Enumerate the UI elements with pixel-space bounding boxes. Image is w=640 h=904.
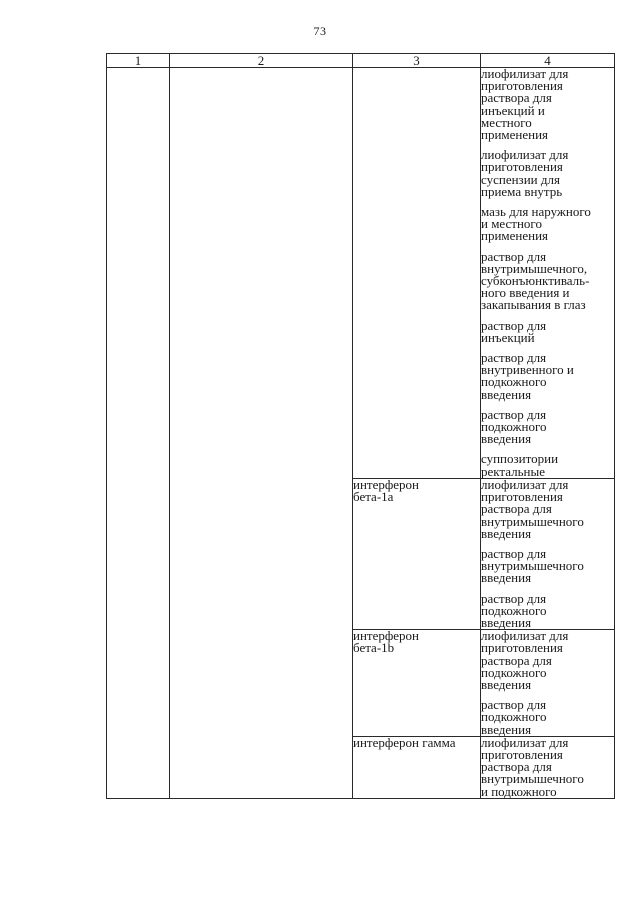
dosage-form-line: местного	[481, 114, 532, 130]
dosage-form-line: приготовления	[481, 159, 563, 175]
dosage-form-line: применения	[481, 127, 549, 143]
column-header-3: 3	[353, 54, 481, 68]
dosage-form-line: раствора для	[481, 759, 552, 775]
drug-name-line: бета-1a	[353, 489, 394, 505]
dosage-form-line: внутривенного и	[481, 362, 574, 378]
dosage-form-line: введения	[481, 431, 532, 447]
drug-name-cell	[353, 68, 481, 479]
dosage-form-line: введения	[481, 525, 532, 541]
dosage-form-line: внутримышечного	[481, 771, 584, 787]
dosage-form-item	[481, 699, 614, 736]
dosage-form-item	[481, 453, 614, 477]
dosage-form-line: инъекций и	[481, 102, 545, 118]
drug-name-cell	[353, 478, 481, 629]
dosage-form-line: лиофилизат для	[481, 476, 569, 492]
drug-name-line: бета-1b	[353, 640, 395, 656]
dosage-forms-cell	[481, 478, 615, 629]
dosage-form-line: ректальные	[481, 463, 546, 479]
dosage-form-line: приема внутрь	[481, 183, 563, 199]
dosage-form-line: раствор для	[481, 350, 547, 366]
dosage-form-item	[481, 149, 614, 198]
dosage-form-line: субконъюнктиваль-	[481, 273, 590, 289]
dosage-form-line: введения	[481, 570, 532, 586]
drug-name-line: интерферон гамма	[353, 734, 456, 750]
table-body	[107, 68, 615, 799]
dosage-forms-cell	[481, 68, 615, 479]
dosage-form-line: раствор для	[481, 317, 547, 333]
dosage-form-item	[481, 352, 614, 401]
dosage-form-item	[481, 206, 614, 243]
dosage-form-item	[481, 68, 614, 141]
dosage-form-line: приготовления	[481, 746, 563, 762]
drug-name-line: интерферон	[353, 628, 420, 644]
dosage-form-line: закапывания в глаз	[481, 297, 586, 313]
dosage-form-item	[481, 406, 614, 447]
dosage-form-item	[481, 317, 614, 345]
dosage-form-line: введения	[481, 614, 532, 630]
drug-name-line: интерферон	[353, 476, 420, 492]
drug-name-cell	[353, 736, 481, 798]
dosage-form-line: суппозитории	[481, 451, 559, 467]
code-cell	[107, 68, 170, 799]
dosage-form-line: внутримышечного	[481, 558, 584, 574]
dosage-form-line: мазь для наружного	[481, 204, 591, 220]
dosage-form-item	[481, 248, 614, 313]
dosage-form-line: подкожного	[481, 709, 547, 725]
dosage-form-line: лиофилизат для	[481, 147, 569, 163]
table-row	[107, 68, 615, 479]
group-cell	[170, 68, 353, 799]
dosage-form-line: раствор для	[481, 545, 547, 561]
dosage-form-line: внутримышечного	[481, 513, 584, 529]
column-header-4: 4	[481, 54, 615, 68]
dosage-form-line: приготовления	[481, 640, 563, 656]
dosage-form-line: раствор для	[481, 406, 547, 422]
dosage-form-line: введения	[481, 676, 532, 692]
dosage-form-line: подкожного	[481, 419, 547, 435]
dosage-form-item	[481, 545, 614, 586]
dosage-form-line: лиофилизат для	[481, 66, 569, 81]
dosage-forms-cell	[481, 630, 615, 737]
dosage-form-line: раствора для	[481, 90, 552, 106]
dosage-form-line: суспензии для	[481, 171, 560, 187]
drug-name-cell	[353, 630, 481, 737]
dosage-form-line: введения	[481, 386, 532, 402]
dosage-form-line: и подкожного	[481, 783, 557, 799]
dosage-form-line: внутримышечного,	[481, 260, 588, 276]
dosage-form-line: лиофилизат для	[481, 628, 569, 644]
dosage-form-line: лиофилизат для	[481, 734, 569, 750]
dosage-form-line: и местного	[481, 216, 542, 232]
dosage-form-line: подкожного	[481, 374, 547, 390]
dosage-form-line: применения	[481, 228, 549, 244]
dosage-form-line: подкожного	[481, 664, 547, 680]
dosage-form-line: приготовления	[481, 78, 563, 94]
dosage-form-line: раствор для	[481, 590, 547, 606]
dosage-form-line: раствор для	[481, 697, 547, 713]
column-header-2: 2	[170, 54, 353, 68]
dosage-form-line: раствор для	[481, 248, 547, 264]
dosage-form-line: введения	[481, 721, 532, 737]
column-header-1: 1	[107, 54, 170, 68]
dosage-form-item	[481, 630, 614, 691]
dosage-forms-cell	[481, 736, 615, 798]
dosage-form-item	[481, 734, 614, 799]
dosage-form-line: раствора для	[481, 501, 552, 517]
dosage-form-line: ного введения и	[481, 285, 570, 301]
dosage-form-line: инъекций	[481, 329, 535, 345]
page-number: 73	[313, 24, 327, 38]
dosage-form-line: приготовления	[481, 489, 563, 505]
dosage-form-line: раствора для	[481, 652, 552, 668]
dosage-form-item	[481, 590, 614, 630]
dosage-form-line: подкожного	[481, 602, 547, 618]
drug-forms-table	[106, 53, 615, 799]
dosage-form-item	[481, 476, 614, 541]
